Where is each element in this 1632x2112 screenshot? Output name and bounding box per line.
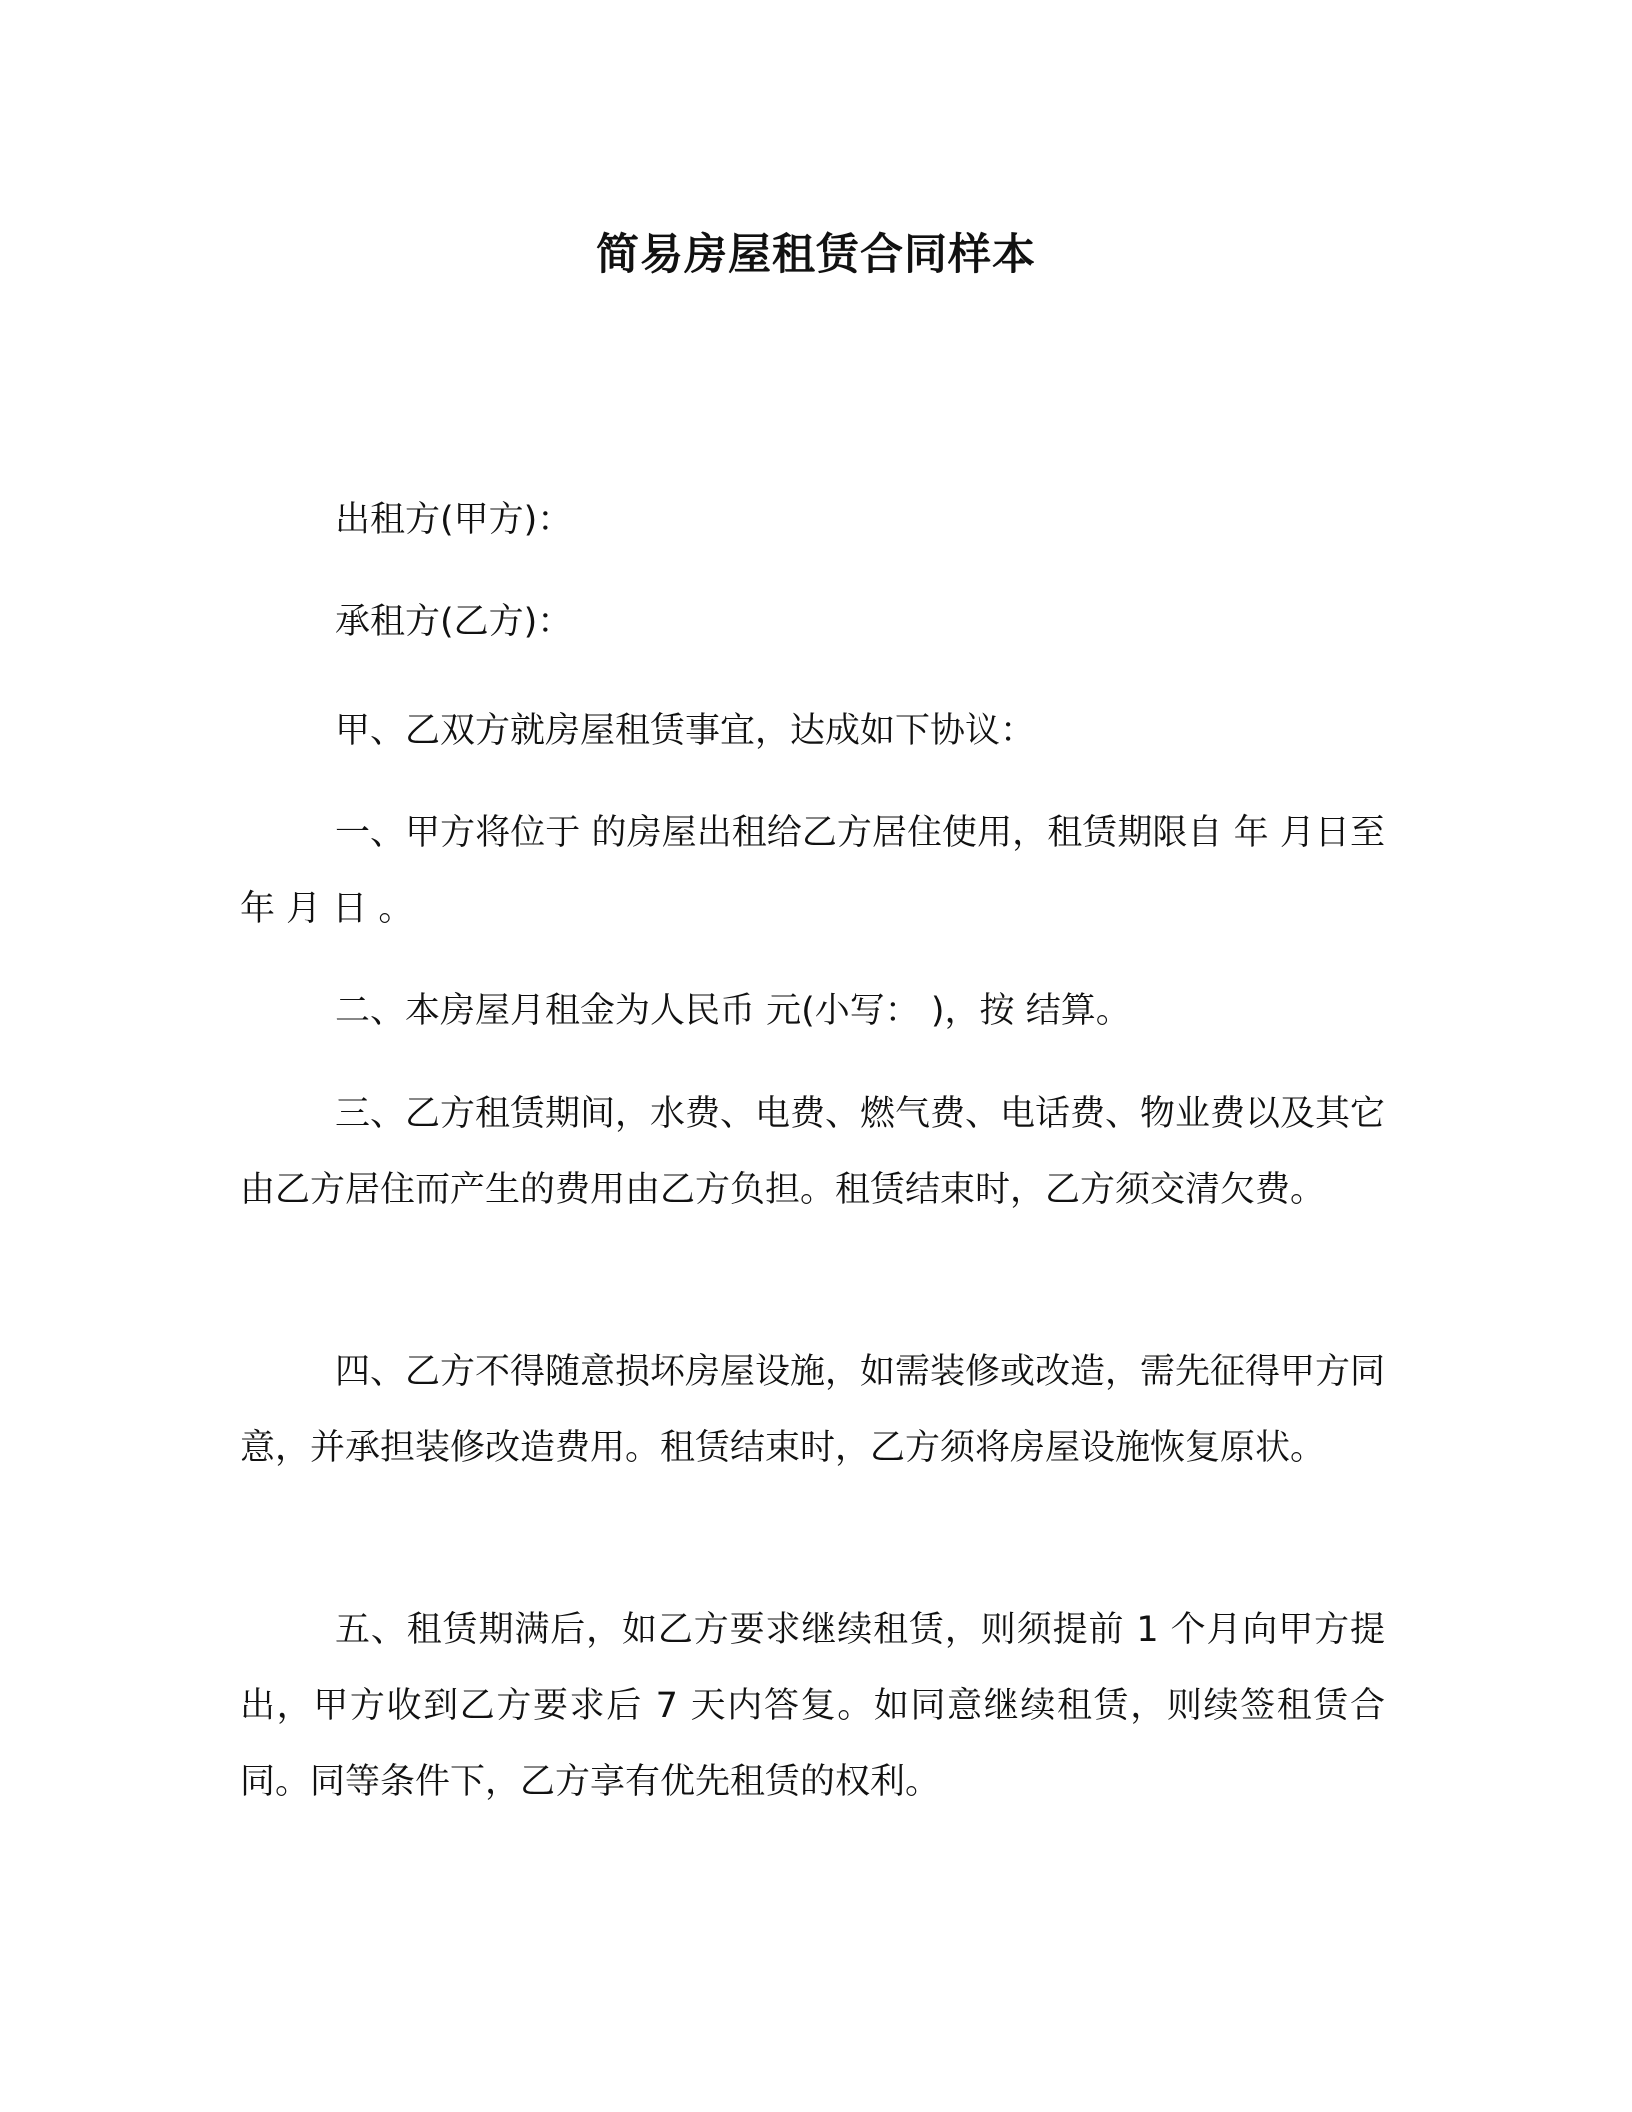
clause-5 — [240, 1592, 1385, 1820]
clause-text: 一、甲方将位于 的房屋出租给乙方居住使用，租赁期限自 年 月日至 年 月 日 。 — [240, 813, 1385, 929]
clause-4 — [240, 1334, 1385, 1486]
intro-text: 甲、乙双方就房屋租赁事宜，达成如下协议： — [335, 711, 1036, 751]
intro-paragraph — [240, 693, 1385, 769]
clause-text: 五、租赁期满后，如乙方要求继续租赁，则须提前 1 个月向甲方提出，甲方收到乙方要求后 7 天内答复。如同意继续租赁，则续签租赁合同。同等条件下，乙方享有优先租赁的权利。 — [240, 1610, 1385, 1802]
lessor-label: 出租方(甲方)： — [335, 500, 573, 540]
clause-3 — [240, 1076, 1385, 1228]
clause-text: 二、本房屋月租金为人民币 元(小写： )，按 结算。 — [335, 991, 1131, 1031]
clause-1 — [240, 795, 1385, 947]
clause-text: 四、乙方不得随意损坏房屋设施，如需装修或改造，需先征得甲方同意，并承担装修改造费用。租赁结束时，乙方须将房屋设施恢复原状。 — [240, 1352, 1386, 1468]
document-title: 简易房屋租赁合同样本 — [596, 230, 1036, 280]
clause-2 — [240, 973, 1385, 1049]
clause-text: 三、乙方租赁期间，水费、电费、燃气费、电话费、物业费以及其它由乙方居住而产生的费用由乙方负担。租赁结束时，乙方须交清欠费。 — [240, 1094, 1386, 1210]
lessee-label: 承租方(乙方)： — [335, 602, 573, 642]
